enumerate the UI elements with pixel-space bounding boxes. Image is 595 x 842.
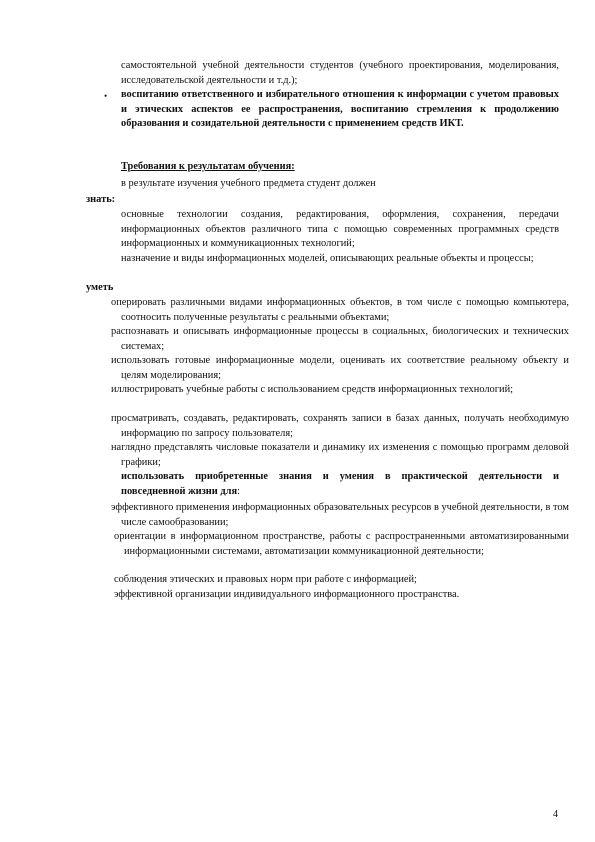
can-item-3: использовать готовые информационные модели, оценивать их соответствие реальному объекту и целям моделирования; [111, 355, 569, 381]
know-item-2: назначение и виды информационных моделей, описывающих реальные объекты и процессы; [121, 253, 534, 264]
intro-continuation-text: самостоятельной учебной деятельности студентов (учебного проектирования, моделирования, исследовательской деятельности и т.д.); [121, 60, 559, 86]
apply-heading [121, 470, 559, 499]
know-item-1-text: основные технологии создания, редактирования, оформления, сохранения, передачи информационных объектов различного типа с помощью современных программных средств информационных и коммуникационных технологий; [121, 209, 559, 249]
requirements-heading: Требования к результатам обучения: [121, 161, 295, 172]
apply-item-4: эффективной организации индивидуального информационного пространства. [114, 589, 460, 600]
know-item-1 [121, 208, 559, 252]
intro-bullet-item: воспитанию ответственного и избирательного отношения к информации с учетом правовых и этических аспектов ее распространения, воспитанию стремления к продолжению образования и созидательной деятельности с применением средств ИКТ. [121, 89, 559, 129]
requirements-subheading: в результате изучения учебного предмета студент должен [121, 178, 376, 189]
apply-item-3: соблюдения этических и правовых норм при работе с информацией; [114, 574, 417, 585]
can-item-5: просматривать, создавать, редактировать, сохранять записи в базах данных, получать необходимую информацию по запросу пользователя; [111, 413, 569, 439]
can-item-4: иллюстрировать учебные работы с использованием средств информационных технологий; [111, 384, 514, 395]
apply-heading-text: использовать приобретенные знания и умения в практической деятельности и повседневной жизни для [121, 471, 559, 497]
apply-item-1: эффективного применения информационных образовательных ресурсов в учебной деятельности, в том числе самообразовании; [111, 502, 569, 528]
bullet-icon: • [104, 91, 108, 101]
know-label: знать: [86, 194, 116, 205]
can-item-2: распознавать и описывать информационные процессы в социальных, биологических и технических системах; [111, 326, 569, 352]
apply-heading-colon: : [237, 485, 240, 497]
can-item-1: оперировать различными видами информационных объектов, в том числе с помощью компьютера, соотносить полученные результаты с реальными объектами; [111, 297, 569, 323]
can-item-6: наглядно представлять числовые показатели и динамику их изменения с помощью программ деловой графики; [111, 442, 569, 468]
apply-item-2: ориентации в информационном пространстве, работы с распространенными автоматизированными информационными системами, автоматизации коммуникационной деятельности; [114, 531, 569, 557]
can-label: уметь [86, 282, 114, 293]
page-number: 4 [553, 809, 558, 820]
